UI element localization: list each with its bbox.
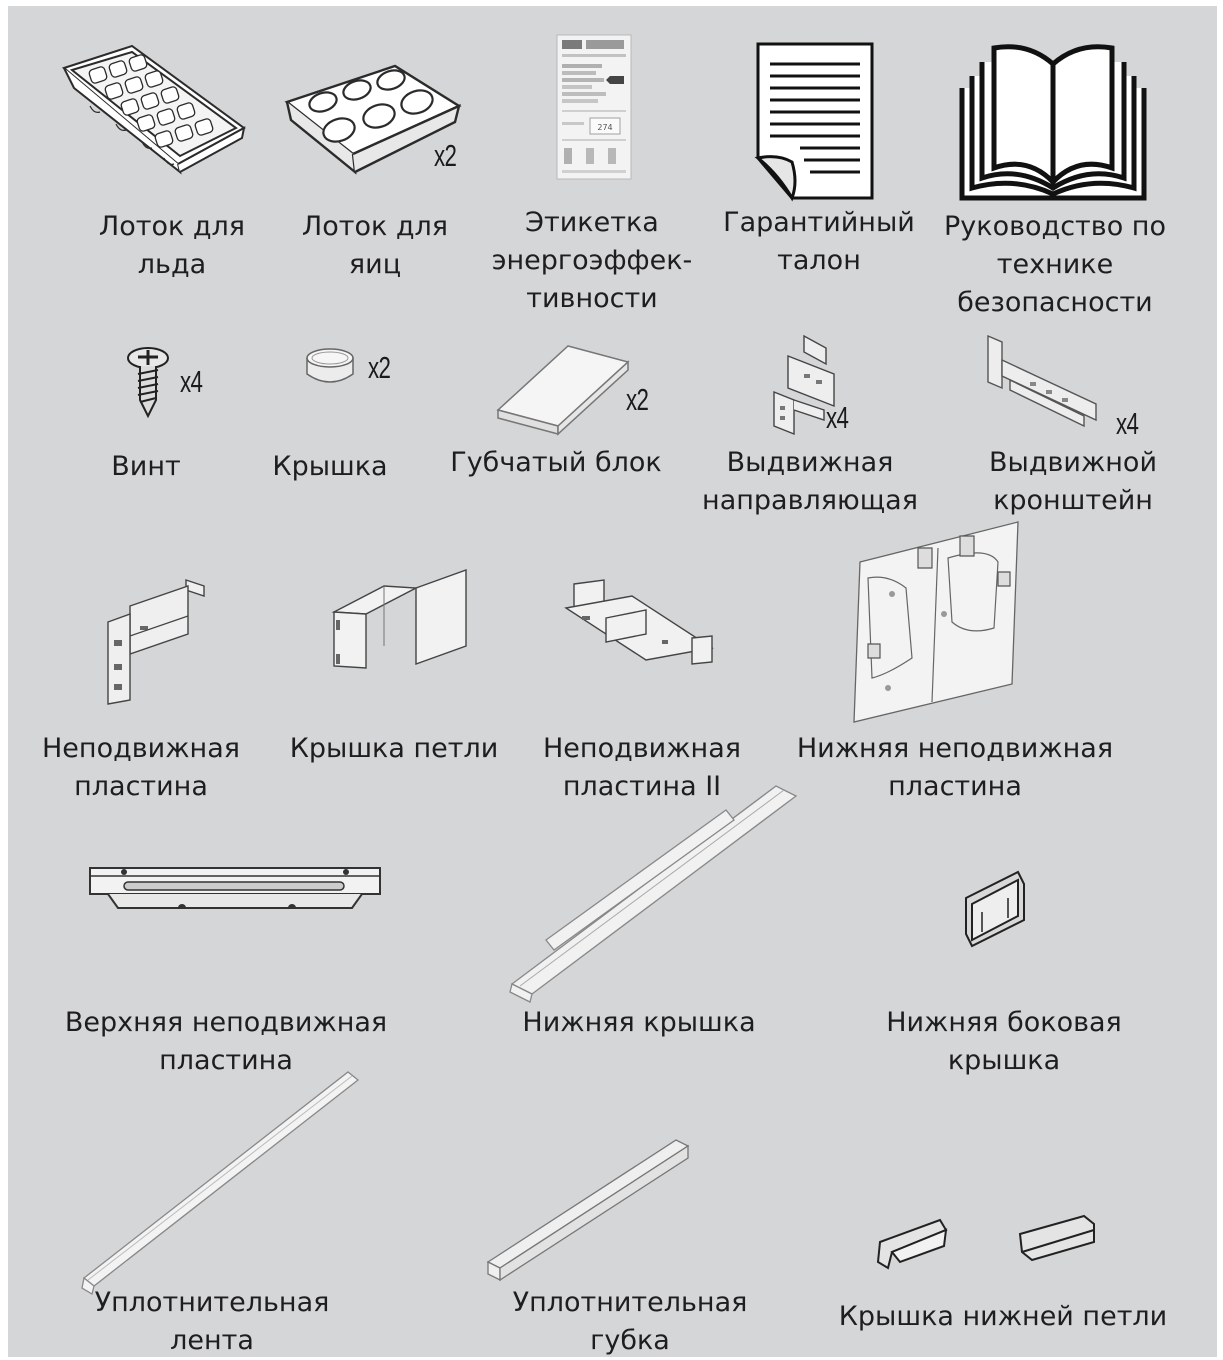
item-label: Крышка нижней петли bbox=[838, 1301, 1168, 1332]
item-label: Выдвижная направляющая bbox=[702, 447, 918, 516]
item-label: Выдвижной кронштейн bbox=[988, 447, 1157, 516]
ice-tray-icon bbox=[60, 44, 250, 174]
item-label: Лоток для льда bbox=[98, 211, 246, 280]
sealing-tape-icon bbox=[78, 1068, 362, 1294]
item-label: Крышка bbox=[272, 451, 388, 482]
item-label: Нижняя неподвижная пластина bbox=[796, 733, 1114, 802]
quantity-label: x4 bbox=[180, 364, 203, 399]
upper-fixed-plate-icon bbox=[88, 864, 382, 914]
lower-hinge-cover-icon bbox=[872, 1212, 1104, 1272]
sealing-sponge-icon bbox=[482, 1134, 692, 1286]
item-label: Нижняя крышка bbox=[522, 1007, 756, 1038]
hinge-cover-icon bbox=[326, 566, 470, 676]
fixed-plate-icon bbox=[100, 576, 212, 706]
item-label: Лоток для яиц bbox=[301, 211, 449, 280]
manual-book-icon bbox=[958, 42, 1148, 200]
item-label: Нижняя боковая крышка bbox=[886, 1007, 1122, 1076]
screw-icon bbox=[124, 346, 172, 418]
item-label: Винт bbox=[111, 451, 181, 482]
energy-label-icon bbox=[556, 34, 632, 180]
sponge-block-icon bbox=[492, 340, 634, 432]
item-label: Гарантийный талон bbox=[723, 207, 915, 276]
fixed-plate-2-icon bbox=[562, 578, 718, 668]
quantity-label: x2 bbox=[368, 350, 391, 385]
item-label: Неподвижная пластина II bbox=[543, 733, 741, 802]
item-label: Верхняя неподвижная пластина bbox=[64, 1007, 388, 1076]
item-label: Руководство по технике безопасности bbox=[944, 211, 1166, 318]
quantity-label: x2 bbox=[626, 382, 649, 417]
bottom-cover-icon bbox=[506, 780, 798, 1000]
item-label: Губчатый блок bbox=[450, 447, 662, 478]
sliding-bracket-icon bbox=[980, 330, 1104, 434]
item-label: Уплотнительная губка bbox=[512, 1287, 748, 1356]
warranty-card-icon bbox=[748, 42, 876, 202]
item-label: Крышка петли bbox=[289, 733, 499, 764]
cap-icon bbox=[304, 346, 356, 388]
bottom-side-cover-icon bbox=[958, 868, 1028, 948]
quantity-label: x4 bbox=[1116, 406, 1139, 441]
quantity-label: x2 bbox=[434, 138, 457, 173]
item-label: Неподвижная пластина bbox=[42, 733, 240, 802]
quantity-label: x4 bbox=[826, 400, 849, 435]
energy-label-value: 274 bbox=[597, 123, 613, 132]
item-label: Уплотнительная лента bbox=[94, 1287, 330, 1356]
lower-fixed-plate-icon bbox=[848, 518, 1026, 724]
parts-list-sheet bbox=[8, 6, 1217, 1357]
item-label: Этикетка энергоэффек- тивности bbox=[491, 207, 693, 314]
